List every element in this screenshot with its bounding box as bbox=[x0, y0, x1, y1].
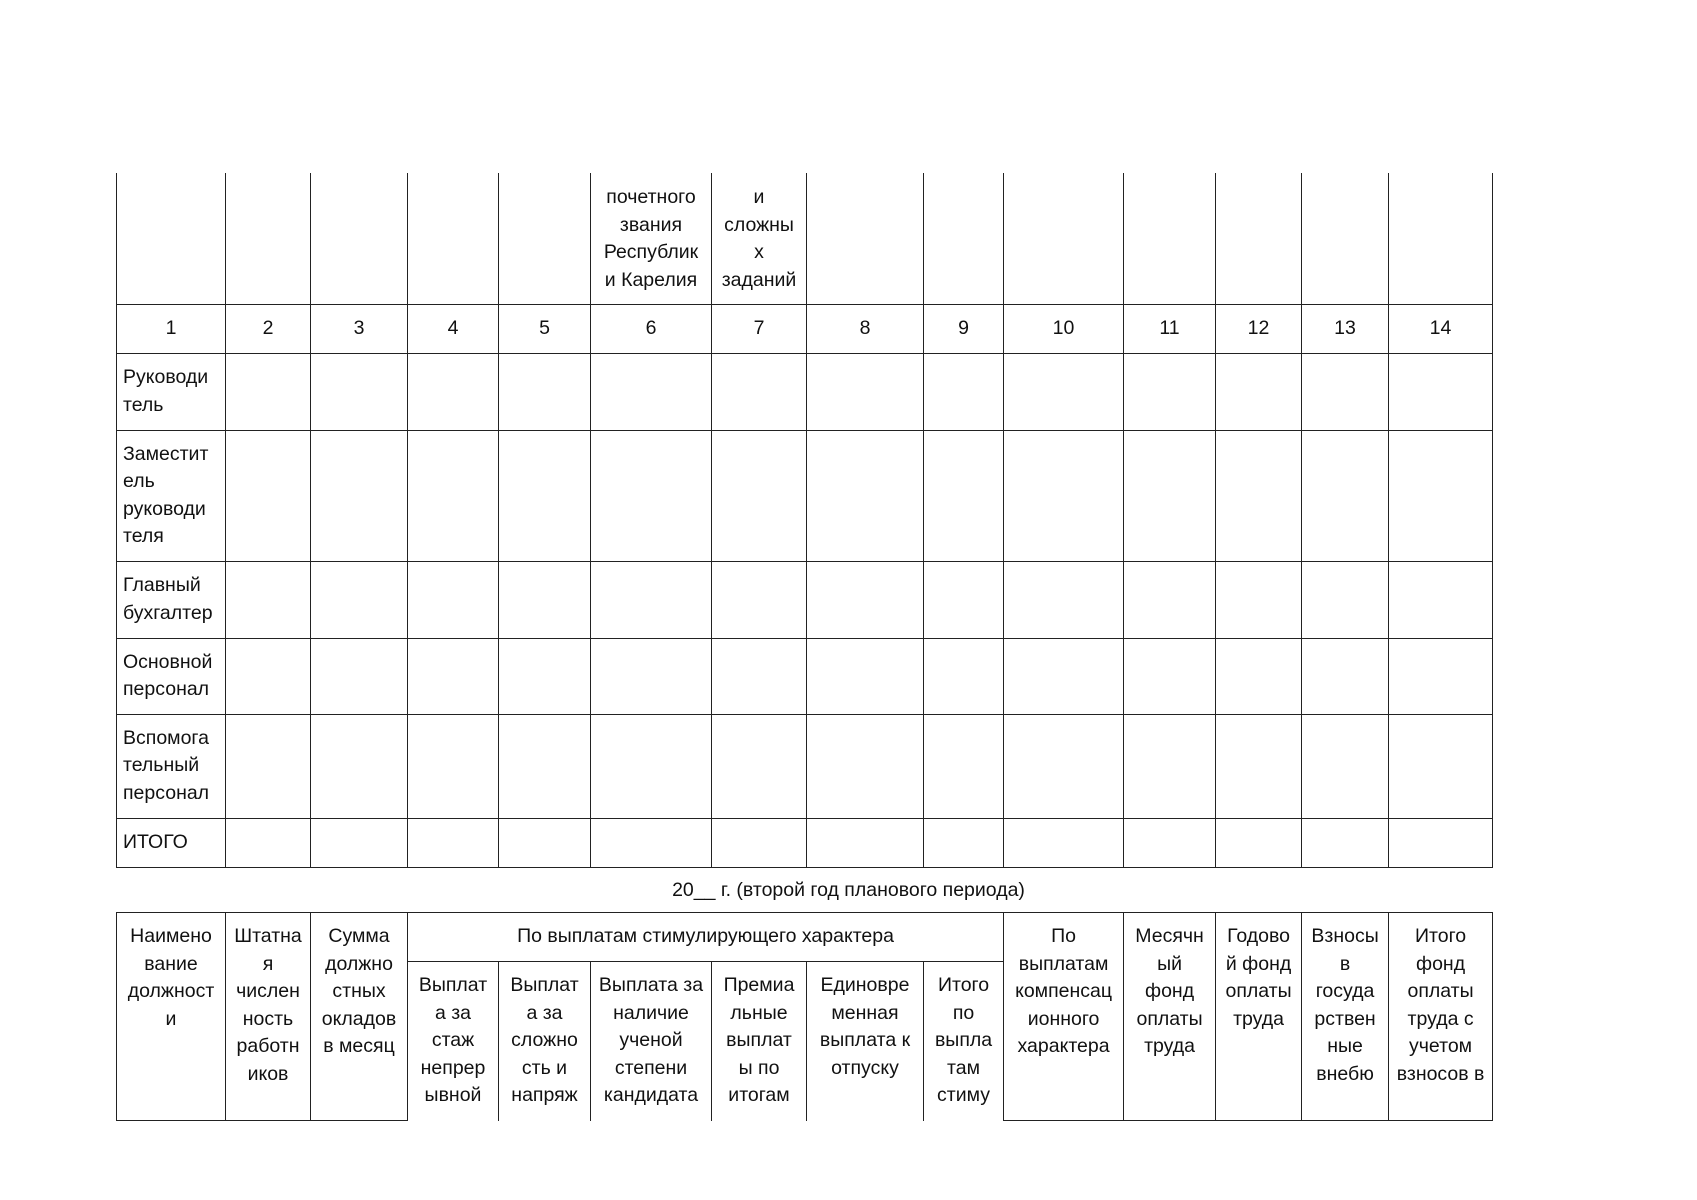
table-cell[interactable] bbox=[591, 638, 712, 714]
column-number: 1 bbox=[117, 304, 226, 353]
table-cell[interactable] bbox=[1216, 561, 1302, 638]
column-number: 12 bbox=[1216, 304, 1302, 353]
column-number: 7 bbox=[712, 304, 807, 353]
table-cell[interactable] bbox=[499, 430, 591, 561]
header-cell bbox=[1389, 173, 1493, 304]
column-number: 14 bbox=[1389, 304, 1493, 353]
table-cell[interactable] bbox=[591, 714, 712, 818]
table-cell[interactable] bbox=[1302, 353, 1389, 430]
table-cell[interactable] bbox=[712, 638, 807, 714]
table-cell[interactable] bbox=[1389, 638, 1493, 714]
table-cell[interactable] bbox=[499, 353, 591, 430]
header-cell-complex-tasks: и сложны х заданий bbox=[712, 173, 807, 304]
table-cell[interactable] bbox=[408, 430, 499, 561]
table-cell[interactable] bbox=[408, 714, 499, 818]
table-cell[interactable] bbox=[408, 353, 499, 430]
table-cell[interactable] bbox=[408, 638, 499, 714]
table-cell[interactable] bbox=[712, 714, 807, 818]
row-label-main-staff: Основной персонал bbox=[117, 638, 226, 714]
table-cell[interactable] bbox=[1302, 818, 1389, 867]
header-cell-honorary-title: почетного звания Республик и Карелия bbox=[591, 173, 712, 304]
table-row bbox=[117, 430, 1493, 561]
header-monthly-fund: Месячн ый фонд оплаты труда bbox=[1124, 913, 1216, 1121]
column-number: 5 bbox=[499, 304, 591, 353]
table-cell[interactable] bbox=[311, 561, 408, 638]
table-cell[interactable] bbox=[311, 714, 408, 818]
column-number: 3 bbox=[311, 304, 408, 353]
table-cell[interactable] bbox=[1004, 714, 1124, 818]
table-cell[interactable] bbox=[924, 818, 1004, 867]
table-cell[interactable] bbox=[712, 430, 807, 561]
table-cell[interactable] bbox=[807, 561, 924, 638]
table-cell[interactable] bbox=[1004, 818, 1124, 867]
row-label-chief-accountant: Главный бухгалтер bbox=[117, 561, 226, 638]
table-cell[interactable] bbox=[311, 638, 408, 714]
table-cell[interactable] bbox=[1216, 430, 1302, 561]
group-header-row bbox=[117, 913, 1493, 962]
continued-header-row bbox=[117, 173, 1493, 304]
table-cell[interactable] bbox=[499, 818, 591, 867]
table-cell[interactable] bbox=[1004, 353, 1124, 430]
header-cell bbox=[226, 173, 311, 304]
table-cell[interactable] bbox=[1216, 818, 1302, 867]
header-continuous-service-payment: Выплат а за стаж непрер ывной bbox=[408, 962, 499, 1121]
table-cell[interactable] bbox=[807, 714, 924, 818]
row-label-total: ИТОГО bbox=[117, 818, 226, 867]
header-position-name: Наимено вание должност и bbox=[117, 913, 226, 1121]
header-headcount: Штатна я числен ность работн иков bbox=[226, 913, 311, 1121]
table-cell[interactable] bbox=[591, 561, 712, 638]
header-bonus-payments: Премиа льные выплат ы по итогам bbox=[712, 962, 807, 1121]
table-row bbox=[117, 638, 1493, 714]
table-cell[interactable] bbox=[807, 353, 924, 430]
table-cell[interactable] bbox=[924, 561, 1004, 638]
table-cell[interactable] bbox=[1124, 353, 1216, 430]
column-number: 9 bbox=[924, 304, 1004, 353]
table-cell[interactable] bbox=[712, 818, 807, 867]
column-number: 8 bbox=[807, 304, 924, 353]
header-stimulating-group: По выплатам стимулирующего характера bbox=[408, 913, 1004, 962]
table-cell[interactable] bbox=[1389, 714, 1493, 818]
header-annual-fund: Годово й фонд оплаты труда bbox=[1216, 913, 1302, 1121]
table-cell[interactable] bbox=[807, 430, 924, 561]
table-cell[interactable] bbox=[1389, 818, 1493, 867]
header-stimulating-total: Итого по выпла там стиму bbox=[924, 962, 1004, 1121]
table-cell[interactable] bbox=[807, 818, 924, 867]
table-cell[interactable] bbox=[1124, 818, 1216, 867]
table-row-total bbox=[117, 818, 1493, 867]
table-cell[interactable] bbox=[1216, 638, 1302, 714]
table-cell[interactable] bbox=[924, 430, 1004, 561]
table-cell[interactable] bbox=[1004, 430, 1124, 561]
table-cell[interactable] bbox=[1124, 561, 1216, 638]
table-cell[interactable] bbox=[226, 638, 311, 714]
table-cell[interactable] bbox=[408, 561, 499, 638]
table-cell[interactable] bbox=[807, 638, 924, 714]
table-cell[interactable] bbox=[591, 818, 712, 867]
column-number: 11 bbox=[1124, 304, 1216, 353]
header-cell bbox=[924, 173, 1004, 304]
table-cell[interactable] bbox=[499, 561, 591, 638]
table-cell[interactable] bbox=[1389, 561, 1493, 638]
table-cell[interactable] bbox=[311, 353, 408, 430]
header-cell bbox=[1124, 173, 1216, 304]
table-cell[interactable] bbox=[408, 818, 499, 867]
column-number: 6 bbox=[591, 304, 712, 353]
row-label-director: Руководи тель bbox=[117, 353, 226, 430]
period-caption: 20__ г. (второй год планового периода) bbox=[672, 879, 1025, 901]
header-academic-degree-payment: Выплата за наличие ученой степени кандидата bbox=[591, 962, 712, 1121]
table-cell[interactable] bbox=[712, 353, 807, 430]
table-cell[interactable] bbox=[1302, 430, 1389, 561]
table-cell[interactable] bbox=[924, 638, 1004, 714]
header-salary-sum: Сумма должно стных окладов в месяц bbox=[311, 913, 408, 1121]
table-cell[interactable] bbox=[1302, 561, 1389, 638]
column-number-row bbox=[117, 304, 1493, 353]
table-row bbox=[117, 714, 1493, 818]
header-total-fund: Итого фонд оплаты труда с учетом взносов в bbox=[1389, 913, 1493, 1121]
table-cell[interactable] bbox=[226, 353, 311, 430]
table-cell[interactable] bbox=[226, 818, 311, 867]
header-cell bbox=[408, 173, 499, 304]
table-cell[interactable] bbox=[924, 714, 1004, 818]
staffing-table-continued bbox=[116, 173, 1493, 868]
table-cell[interactable] bbox=[499, 714, 591, 818]
header-cell bbox=[117, 173, 226, 304]
column-number: 4 bbox=[408, 304, 499, 353]
header-cell bbox=[499, 173, 591, 304]
header-cell bbox=[807, 173, 924, 304]
column-number: 13 bbox=[1302, 304, 1389, 353]
table-cell[interactable] bbox=[1124, 638, 1216, 714]
table-cell[interactable] bbox=[1216, 714, 1302, 818]
header-compensation: По выплатам компенсац ионного характера bbox=[1004, 913, 1124, 1121]
row-label-deputy-director: Заместит ель руководи теля bbox=[117, 430, 226, 561]
table-cell[interactable] bbox=[591, 430, 712, 561]
header-cell bbox=[1004, 173, 1124, 304]
table-cell[interactable] bbox=[712, 561, 807, 638]
table-cell[interactable] bbox=[1302, 638, 1389, 714]
table-cell[interactable] bbox=[311, 818, 408, 867]
table-cell[interactable] bbox=[1004, 638, 1124, 714]
table-row bbox=[117, 561, 1493, 638]
header-cell bbox=[311, 173, 408, 304]
column-number: 2 bbox=[226, 304, 311, 353]
column-number: 10 bbox=[1004, 304, 1124, 353]
table-cell[interactable] bbox=[1004, 561, 1124, 638]
table-row bbox=[117, 353, 1493, 430]
row-label-support-staff: Вспомога тельный персонал bbox=[117, 714, 226, 818]
table-cell[interactable] bbox=[499, 638, 591, 714]
table-cell[interactable] bbox=[1216, 353, 1302, 430]
table-cell[interactable] bbox=[924, 353, 1004, 430]
table-cell[interactable] bbox=[591, 353, 712, 430]
header-contributions: Взносы в госуда рствен ные внебю bbox=[1302, 913, 1389, 1121]
header-vacation-payment: Единовре менная выплата к отпуску bbox=[807, 962, 924, 1121]
table-cell[interactable] bbox=[226, 430, 311, 561]
table-cell[interactable] bbox=[226, 561, 311, 638]
table-cell[interactable] bbox=[1389, 353, 1493, 430]
table-cell[interactable] bbox=[1124, 430, 1216, 561]
header-cell bbox=[1302, 173, 1389, 304]
table-cell[interactable] bbox=[226, 714, 311, 818]
header-cell bbox=[1216, 173, 1302, 304]
table-cell[interactable] bbox=[1124, 714, 1216, 818]
table-cell[interactable] bbox=[1302, 714, 1389, 818]
header-complexity-payment: Выплат а за сложно сть и напряж bbox=[499, 962, 591, 1121]
table-cell[interactable] bbox=[311, 430, 408, 561]
staffing-table-second-year bbox=[116, 912, 1493, 1121]
table-cell[interactable] bbox=[1389, 430, 1493, 561]
